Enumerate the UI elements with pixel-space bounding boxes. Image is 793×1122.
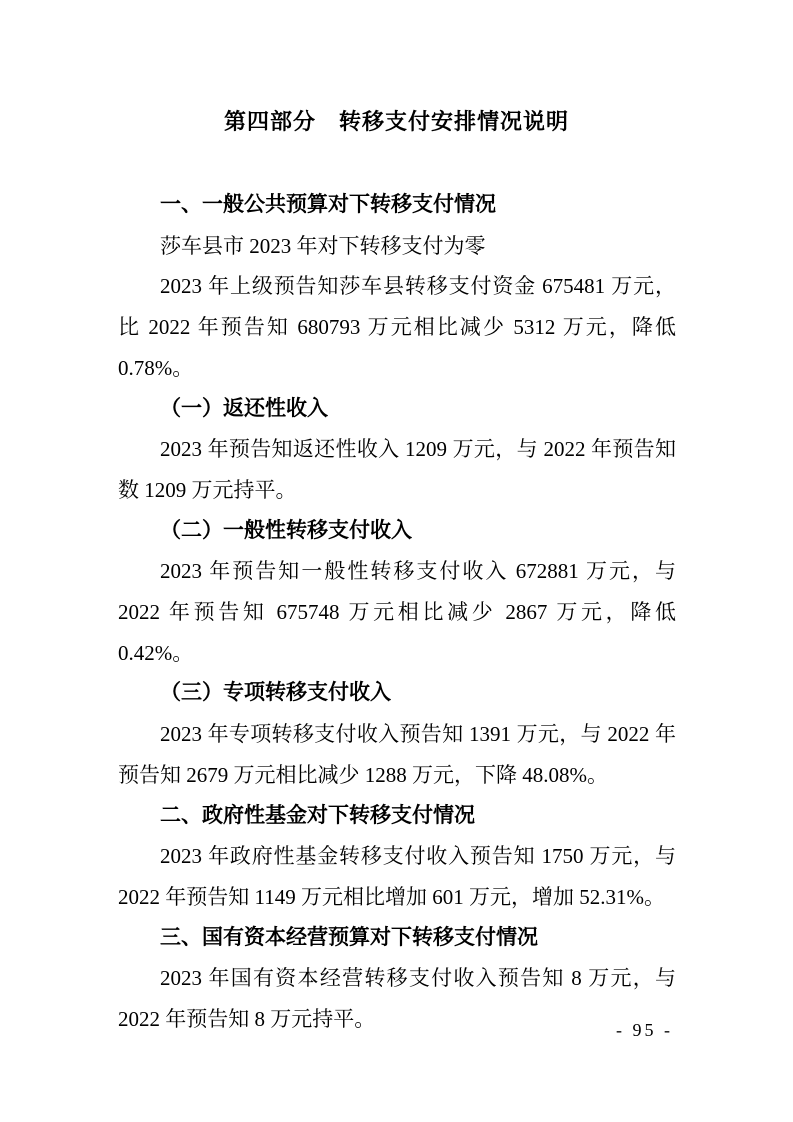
paragraph-1-3: 2023 年专项转移支付收入预告知 1391 万元，与 2022 年预告知 2679 万元相比减少 1288 万元，下降 48.08%。 [118, 722, 676, 787]
paragraph-summary: 2023 年上级预告知莎车县转移支付资金 675481 万元，比 2022 年预告知 680793 万元相比减少 5312 万元，降低 0.78%。 [118, 274, 676, 380]
subsection-heading-1-3: （三）专项转移支付收入 [160, 681, 391, 705]
page-title: 第四部分 转移支付安排情况说明 [223, 109, 569, 134]
section-heading-2: 二、政府性基金对下转移支付情况 [160, 803, 475, 827]
section-heading-3: 三、国有资本经营预算对下转移支付情况 [160, 925, 538, 949]
document-body [118, 185, 676, 1040]
paragraph-2-1: 2023 年政府性基金转移支付收入预告知 1750 万元，与 2022 年预告知 1149 万元相比增加 601 万元，增加 52.31%。 [118, 844, 676, 909]
paragraph-1-2: 2023 年预告知一般性转移支付收入 672881 万元，与 2022 年预告知 675748 万元相比减少 2867 万元，降低 0.42%。 [118, 559, 676, 665]
paragraph-3-1: 2023 年国有资本经营转移支付收入预告知 8 万元，与 2022 年预告知 8 万元持平。 [118, 966, 676, 1032]
subsection-heading-1-2: （二）一般性转移支付收入 [160, 518, 412, 542]
paragraph-1-1: 2023 年预告知返还性收入 1209 万元，与 2022 年预告知数 1209 万元持平。 [118, 437, 676, 502]
paragraph-intro: 莎车县市 2023 年对下转移支付为零 [160, 233, 486, 258]
subsection-heading-1-1: （一）返还性收入 [160, 396, 328, 420]
section-heading-1: 一、一般公共预算对下转移支付情况 [160, 193, 496, 216]
page-number: - 95 - [616, 1020, 673, 1040]
